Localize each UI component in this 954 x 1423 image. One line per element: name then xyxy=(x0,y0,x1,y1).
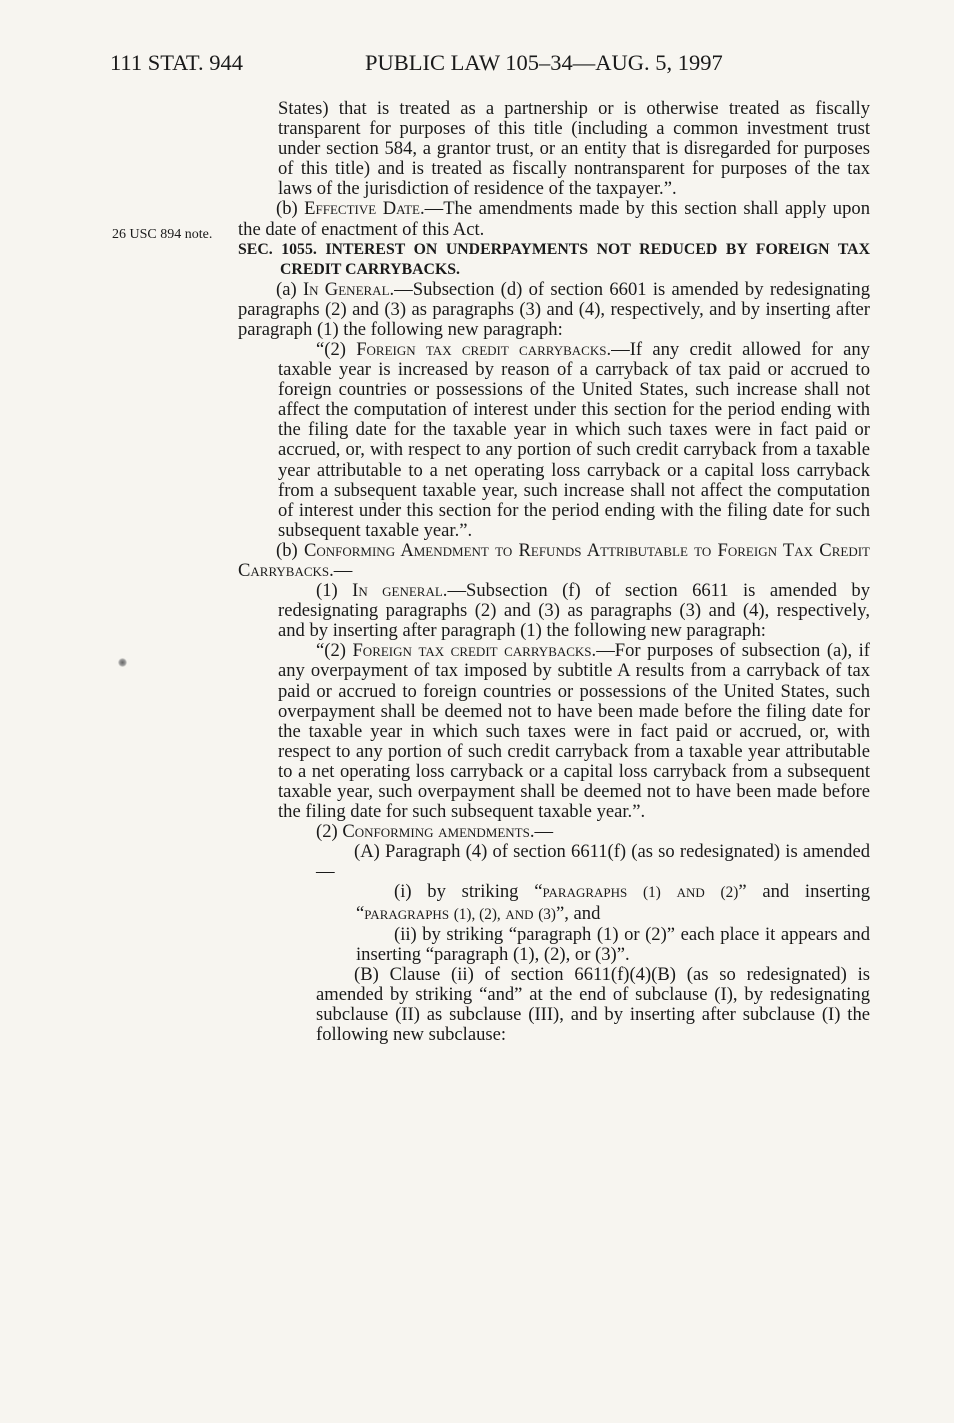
margin-note: 26 USC 894 note. xyxy=(112,227,213,242)
paragraph: (1) In general.—Subsection (f) of section 6611 is amended by redesignating paragraphs (2) and (3) as paragraphs (3) and (4), respectively, and by inserting after paragraph (1) the following new paragraph: xyxy=(278,580,870,642)
paragraph: (ii) by striking “paragraph (1) or (2)” each place it appears and inserting “paragraph (1), (2), or (3)”. xyxy=(356,923,870,965)
body-text xyxy=(238,99,870,1045)
paragraph: States) that is treated as a partnership or is otherwise treated as fiscally transparent for purposes of this title (including a common investment trust under section 584, a grantor trust, or an entity that is disregarded for purposes of this title) and is treated as fiscally nontransparent for purposes of the tax laws of the jurisdiction of residence of the taxpayer.”. xyxy=(278,98,870,200)
paragraph: (b) Effective Date.—The amendments made by this section shall apply upon the date of enactment of this Act. xyxy=(238,198,870,240)
paragraph: (A) Paragraph (4) of section 6611(f) (as so redesignated) is amended— xyxy=(316,841,870,883)
paragraph: (a) In General.—Subsection (d) of section 6601 is amended by redesignating paragraphs (2) and (3) as paragraphs (3) and (4), respectively, and by inserting after paragraph (1) the following new paragraph: xyxy=(238,278,870,340)
paragraph: (i) by striking “paragraphs (1) and (2)” and inserting “paragraphs (1), (2), and (3)”, and xyxy=(356,881,871,924)
paragraph: (2) Conforming amendments.— xyxy=(316,821,554,843)
paragraph: (b) Conforming Amendment to Refunds Attributable to Foreign Tax Credit Carrybacks.— xyxy=(238,539,870,581)
section-heading: SEC. 1055. INTEREST ON UNDERPAYMENTS NOT REDUCED BY FOREIGN TAX CREDIT CARRYBACKS. xyxy=(238,240,870,278)
page-folio: 111 STAT. 944 xyxy=(110,50,243,75)
paragraph: “(2) Foreign tax credit carrybacks.—For purposes of subsection (a), if any overpayment of tax imposed by subtitle A results from a carryback of tax paid or accrued to foreign countries or possessions of the United States, such overpayment shall be deemed not to have been made before the filing date for the taxable year in which such taxes were in fact paid or accrued, or, with respect to any portion of such credit carryback from a taxable year attributable to a net operating loss carryback or a capital loss carryback from a subsequent taxable year, such overpayment shall be deemed not to have been made before the filing date for such subsequent taxable year.”. xyxy=(278,640,870,823)
ink-smudge xyxy=(118,658,127,667)
paragraph: (B) Clause (ii) of section 6611(f)(4)(B) (as so redesignated) is amended by striking “and” at the end of subclause (I), by redesignating subclause (II) as subclause (III), and by inserting after subclause (I) the following new subclause: xyxy=(316,963,870,1046)
running-title: PUBLIC LAW 105–34—AUG. 5, 1997 xyxy=(365,50,723,75)
paragraph: “(2) Foreign tax credit carrybacks.—If any credit allowed for any taxable year is increased by reason of a carryback of tax paid or accrued to foreign countries or possessions of the United States, such increase shall not affect the computation of interest under this section for the period ending with the filing date for the taxable year in which such taxes were in fact paid or accrued, or, with respect to any portion of such credit carryback from a taxable year attributable to a net operating loss carryback or a capital loss carryback from a subsequent taxable year, such increase shall not affect the computation of interest under this section for the period ending with the filing date for such subsequent taxable year.”. xyxy=(278,338,870,541)
